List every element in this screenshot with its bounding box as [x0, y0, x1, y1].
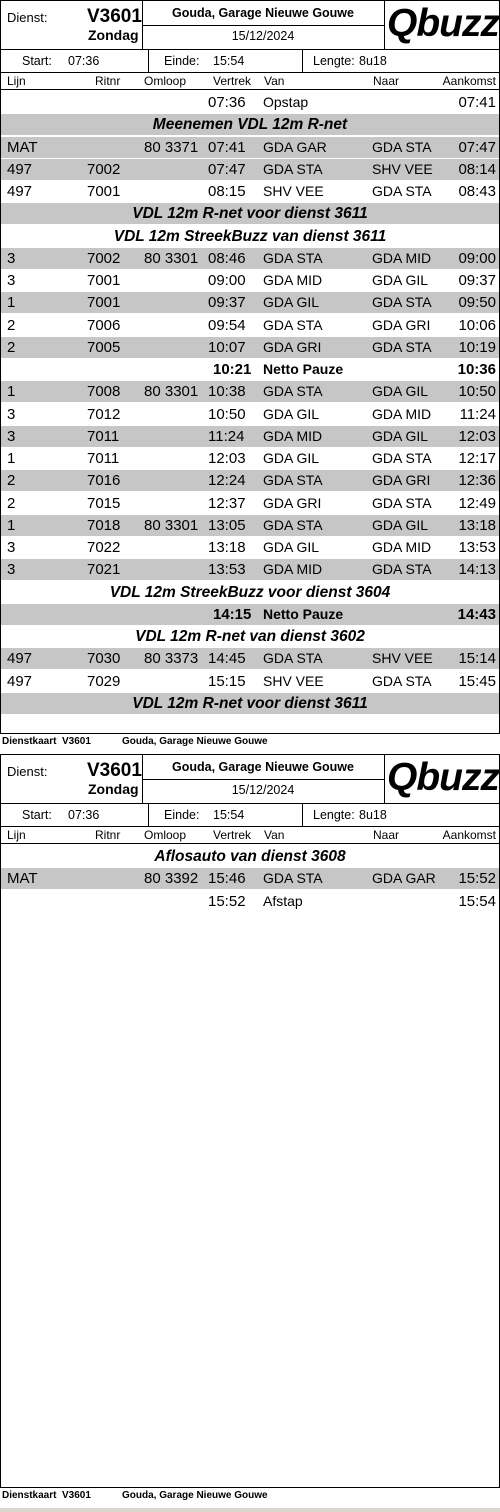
- naar-cell: SHV VEE: [372, 650, 433, 667]
- footer-label: Dienstkaart: [2, 736, 57, 747]
- van-cell: GDA STA: [263, 249, 323, 266]
- aankomst-cell: 10:50: [458, 383, 496, 401]
- divider: [148, 50, 149, 72]
- van-cell: GDA STA: [263, 516, 323, 533]
- divider: [148, 804, 149, 826]
- vertrek-cell: 07:47: [208, 160, 246, 178]
- naar-cell: GDA GIL: [372, 516, 429, 533]
- ritnr-cell: 7012: [87, 405, 121, 423]
- footer-dienst: V3601: [62, 736, 91, 747]
- ritnr-cell: 7011: [87, 450, 120, 467]
- start-time: 07:36: [68, 808, 100, 822]
- vertrek-cell: 15:52: [208, 892, 246, 910]
- naar-cell: GDA MID: [372, 249, 432, 266]
- van-cell: Netto Pauze: [263, 361, 344, 377]
- naar-cell: GDA STA: [372, 450, 432, 466]
- dienst-label: Dienst:: [7, 10, 48, 25]
- garage-name: Gouda, Garage Nieuwe Gouwe: [172, 6, 354, 20]
- van-cell: GDA GIL: [263, 405, 320, 422]
- naar-cell: GDA GIL: [372, 272, 429, 288]
- col-van: Van: [264, 74, 285, 88]
- trip-row: [1, 337, 499, 358]
- shift-times-bar: [1, 804, 499, 827]
- page-edge: [0, 1508, 500, 1512]
- section-row: [1, 114, 499, 135]
- van-cell: GDA STA: [263, 383, 323, 400]
- aankomst-cell: 15:14: [458, 650, 496, 668]
- col-ritnr: Ritnr: [95, 74, 121, 88]
- ritnr-cell: 7005: [87, 338, 121, 356]
- vertrek-cell: 07:41: [208, 138, 246, 156]
- vertrek-cell: 08:46: [208, 249, 246, 267]
- lijn-cell: 497: [7, 160, 33, 178]
- divider: [143, 779, 384, 780]
- van-cell: GDA GRI: [263, 494, 322, 511]
- trip-row: [1, 493, 499, 514]
- vertrek-cell: 15:46: [208, 870, 246, 888]
- ritnr-cell: 7018: [87, 516, 121, 534]
- van-cell: GDA MID: [263, 561, 323, 578]
- van-cell: GDA STA: [263, 870, 323, 887]
- aankomst-cell: 13:18: [458, 516, 496, 534]
- section-title: VDL 12m R-net voor dienst 3611: [132, 205, 368, 223]
- naar-cell: GDA MID: [372, 405, 432, 422]
- dienst-number: V3601: [87, 760, 142, 781]
- ritnr-cell: 7016: [87, 472, 121, 490]
- trip-row: [1, 891, 499, 912]
- trip-row: [1, 248, 499, 269]
- trip-row: [1, 404, 499, 425]
- van-cell: GDA STA: [263, 316, 323, 333]
- lijn-cell: 497: [7, 183, 33, 200]
- col-van: Van: [264, 828, 285, 842]
- aankomst-cell: 15:52: [458, 870, 496, 888]
- ritnr-cell: 7002: [87, 160, 121, 178]
- van-cell: GDA GAR: [263, 138, 327, 155]
- ritnr-cell: 7015: [87, 494, 121, 512]
- section-row: [1, 226, 499, 247]
- trip-row: [1, 137, 499, 158]
- lijn-cell: 3: [7, 405, 16, 423]
- lijn-cell: 2: [7, 494, 16, 512]
- lengte-label: Lengte:: [313, 54, 355, 68]
- naar-cell: GDA STA: [372, 183, 432, 199]
- card-header: [1, 755, 499, 804]
- ritnr-cell: 7006: [87, 316, 121, 334]
- lijn-cell: 1: [7, 516, 16, 534]
- vertrek-cell: 12:24: [208, 472, 246, 490]
- start-label: Start:: [22, 808, 52, 822]
- vertrek-cell: 09:37: [208, 294, 246, 312]
- naar-cell: GDA GAR: [372, 870, 436, 887]
- van-cell: GDA MID: [263, 272, 323, 288]
- naar-cell: GDA GIL: [372, 427, 429, 444]
- aankomst-cell: 12:36: [458, 472, 496, 490]
- van-cell: GDA GIL: [263, 450, 320, 466]
- ritnr-cell: 7030: [87, 650, 121, 668]
- section-row: [1, 846, 499, 867]
- trip-row: [1, 159, 499, 180]
- lijn-cell: 3: [7, 272, 16, 289]
- section-title: Meenemen VDL 12m R-net: [152, 116, 348, 134]
- lijn-cell: 2: [7, 316, 16, 334]
- vertrek-cell: 14:45: [208, 650, 246, 668]
- col-vertrek: Vertrek: [213, 828, 252, 842]
- naar-cell: GDA STA: [372, 494, 432, 511]
- shift-times-bar: [1, 50, 499, 73]
- naar-cell: GDA STA: [372, 138, 432, 155]
- aankomst-cell: 10:19: [458, 338, 496, 356]
- footer-dienst: V3601: [62, 1490, 91, 1501]
- section-row: [1, 693, 499, 714]
- van-cell: Afstap: [263, 892, 303, 909]
- trip-row: [1, 181, 499, 202]
- vertrek-cell: 10:07: [208, 338, 246, 356]
- omloop-cell: 80 3301: [144, 516, 199, 534]
- trip-row: [1, 470, 499, 491]
- col-aankomst: Aankomst: [442, 74, 496, 88]
- service-date: 15/12/2024: [231, 783, 295, 797]
- section-title: VDL 12m R-net van dienst 3602: [135, 628, 365, 645]
- col-omloop: Omloop: [144, 74, 187, 88]
- van-cell: Opstap: [263, 94, 309, 110]
- lengte-value: 8u18: [359, 808, 387, 822]
- pause-row: [1, 359, 499, 380]
- vertrek-cell: 10:50: [208, 405, 246, 423]
- lengte-value: 8u18: [359, 54, 387, 68]
- van-cell: GDA STA: [263, 160, 323, 177]
- vertrek-cell: 09:00: [208, 272, 246, 289]
- dienst-number: V3601: [87, 6, 142, 27]
- col-vertrek: Vertrek: [213, 74, 252, 88]
- qbuzz-logo: Qbuzz: [387, 2, 499, 45]
- trip-row: [1, 92, 499, 113]
- column-header: [1, 827, 499, 844]
- aankomst-cell: 15:54: [458, 892, 496, 910]
- lijn-cell: 1: [7, 294, 16, 312]
- footer-garage: Gouda, Garage Nieuwe Gouwe: [122, 736, 268, 747]
- aankomst-cell: 08:43: [458, 183, 496, 200]
- start-label: Start:: [22, 54, 52, 68]
- section-title: VDL 12m StreekBuzz van dienst 3611: [113, 227, 387, 245]
- naar-cell: SHV VEE: [372, 160, 433, 177]
- lengte-label: Lengte:: [313, 808, 355, 822]
- naar-cell: GDA GRI: [372, 472, 431, 489]
- trip-row: [1, 671, 499, 692]
- trip-row: [1, 426, 499, 447]
- aankomst-cell: 07:47: [458, 138, 496, 156]
- einde-label: Einde:: [164, 808, 200, 822]
- trip-row: [1, 448, 499, 469]
- trip-row: [1, 270, 499, 291]
- aankomst-cell: 08:14: [458, 160, 496, 178]
- naar-cell: GDA STA: [372, 294, 432, 311]
- vertrek-cell: 08:15: [208, 183, 246, 200]
- ritnr-cell: 7021: [87, 561, 121, 579]
- pause-row: [1, 604, 499, 625]
- vertrek-cell: 10:21: [213, 361, 252, 378]
- aankomst-cell: 09:00: [458, 249, 496, 267]
- vertrek-cell: 11:24: [208, 427, 245, 445]
- start-time: 07:36: [68, 54, 100, 68]
- aankomst-cell: 12:17: [458, 450, 496, 467]
- col-lijn: Lijn: [7, 828, 26, 842]
- lijn-cell: 497: [7, 672, 33, 690]
- qbuzz-logo: Qbuzz: [387, 756, 499, 799]
- ritnr-cell: 7022: [87, 539, 121, 556]
- van-cell: GDA STA: [263, 650, 323, 667]
- van-cell: GDA GIL: [263, 539, 320, 555]
- trip-row: [1, 559, 499, 580]
- naar-cell: GDA MID: [372, 539, 432, 555]
- van-cell: GDA GIL: [263, 294, 320, 311]
- card-footer: [0, 1488, 500, 1504]
- lijn-cell: 1: [7, 450, 16, 467]
- omloop-cell: 80 3373: [144, 650, 199, 668]
- col-omloop: Omloop: [144, 828, 187, 842]
- divider: [143, 25, 384, 26]
- section-title: Aflosauto van dienst 3608: [154, 848, 346, 865]
- van-cell: SHV VEE: [263, 183, 324, 199]
- col-naar: Naar: [373, 828, 400, 842]
- omloop-cell: 80 3392: [144, 870, 199, 888]
- section-row: [1, 626, 499, 647]
- trip-row: [1, 648, 499, 669]
- lijn-cell: 3: [7, 539, 16, 556]
- garage-name: Gouda, Garage Nieuwe Gouwe: [172, 760, 354, 774]
- column-header: [1, 73, 499, 90]
- van-cell: GDA STA: [263, 472, 323, 489]
- divider: [302, 804, 303, 826]
- aankomst-cell: 07:41: [458, 94, 496, 111]
- einde-time: 15:54: [213, 808, 245, 822]
- col-ritnr: Ritnr: [95, 828, 121, 842]
- van-cell: Netto Pauze: [263, 605, 344, 622]
- trip-row: [1, 315, 499, 336]
- divider: [302, 50, 303, 72]
- day-label: Zondag: [88, 781, 139, 797]
- trip-row: [1, 537, 499, 558]
- vertrek-cell: 12:37: [208, 494, 246, 512]
- naar-cell: GDA GIL: [372, 383, 429, 400]
- aankomst-cell: 14:13: [458, 561, 496, 579]
- naar-cell: GDA GRI: [372, 316, 431, 333]
- aankomst-cell: 12:03: [458, 427, 496, 445]
- vertrek-cell: 10:38: [208, 383, 246, 401]
- ritnr-cell: 7008: [87, 383, 121, 401]
- col-aankomst: Aankomst: [442, 828, 496, 842]
- vertrek-cell: 13:05: [208, 516, 246, 534]
- section-row: [1, 582, 499, 603]
- einde-time: 15:54: [213, 54, 245, 68]
- service-date: 15/12/2024: [231, 29, 295, 43]
- lijn-cell: 1: [7, 383, 16, 401]
- section-title: VDL 12m StreekBuzz voor dienst 3604: [109, 583, 391, 601]
- lijn-cell: 497: [7, 650, 33, 668]
- aankomst-cell: 09:50: [458, 294, 496, 312]
- lijn-cell: MAT: [7, 870, 38, 888]
- lijn-cell: 2: [7, 472, 16, 490]
- vertrek-cell: 15:15: [208, 672, 246, 690]
- dienst-label: Dienst:: [7, 764, 48, 779]
- aankomst-cell: 14:43: [457, 605, 496, 623]
- aankomst-cell: 11:24: [459, 405, 496, 423]
- trip-row: [1, 292, 499, 313]
- van-cell: SHV VEE: [263, 672, 324, 689]
- aankomst-cell: 10:36: [457, 361, 496, 378]
- naar-cell: GDA STA: [372, 338, 432, 355]
- col-naar: Naar: [373, 74, 400, 88]
- vertrek-cell: 07:36: [208, 94, 246, 111]
- aankomst-cell: 10:06: [458, 316, 496, 334]
- naar-cell: GDA STA: [372, 672, 432, 689]
- naar-cell: GDA STA: [372, 561, 432, 578]
- aankomst-cell: 13:53: [458, 539, 496, 556]
- vertrek-cell: 09:54: [208, 316, 246, 334]
- footer-garage: Gouda, Garage Nieuwe Gouwe: [122, 1490, 268, 1501]
- lijn-cell: 3: [7, 249, 16, 267]
- ritnr-cell: 7002: [87, 249, 121, 267]
- vertrek-cell: 12:03: [208, 450, 246, 467]
- section-row: [1, 203, 499, 224]
- vertrek-cell: 13:18: [208, 539, 246, 556]
- ritnr-cell: 7029: [87, 672, 121, 690]
- ritnr-cell: 7001: [87, 183, 121, 200]
- aankomst-cell: 15:45: [458, 672, 496, 690]
- omloop-cell: 80 3371: [144, 138, 199, 156]
- aankomst-cell: 12:49: [458, 494, 496, 512]
- lijn-cell: 3: [7, 561, 16, 579]
- day-label: Zondag: [88, 27, 139, 43]
- divider: [384, 755, 385, 803]
- trip-row: [1, 868, 499, 889]
- ritnr-cell: 7011: [87, 427, 120, 445]
- vertrek-cell: 14:15: [213, 605, 252, 623]
- trip-row: [1, 381, 499, 402]
- van-cell: GDA MID: [263, 427, 323, 444]
- card-footer: [0, 734, 500, 750]
- ritnr-cell: 7001: [87, 272, 121, 289]
- col-lijn: Lijn: [7, 74, 26, 88]
- einde-label: Einde:: [164, 54, 200, 68]
- card-header: [1, 1, 499, 50]
- lijn-cell: MAT: [7, 138, 38, 156]
- lijn-cell: 3: [7, 427, 16, 445]
- lijn-cell: 2: [7, 338, 16, 356]
- omloop-cell: 80 3301: [144, 249, 199, 267]
- omloop-cell: 80 3301: [144, 383, 199, 401]
- ritnr-cell: 7001: [87, 294, 121, 312]
- trip-row: [1, 515, 499, 536]
- divider: [384, 1, 385, 49]
- footer-label: Dienstkaart: [2, 1490, 57, 1501]
- van-cell: GDA GRI: [263, 338, 322, 355]
- vertrek-cell: 13:53: [208, 561, 246, 579]
- section-title: VDL 12m R-net voor dienst 3611: [132, 694, 368, 712]
- aankomst-cell: 09:37: [458, 272, 496, 289]
